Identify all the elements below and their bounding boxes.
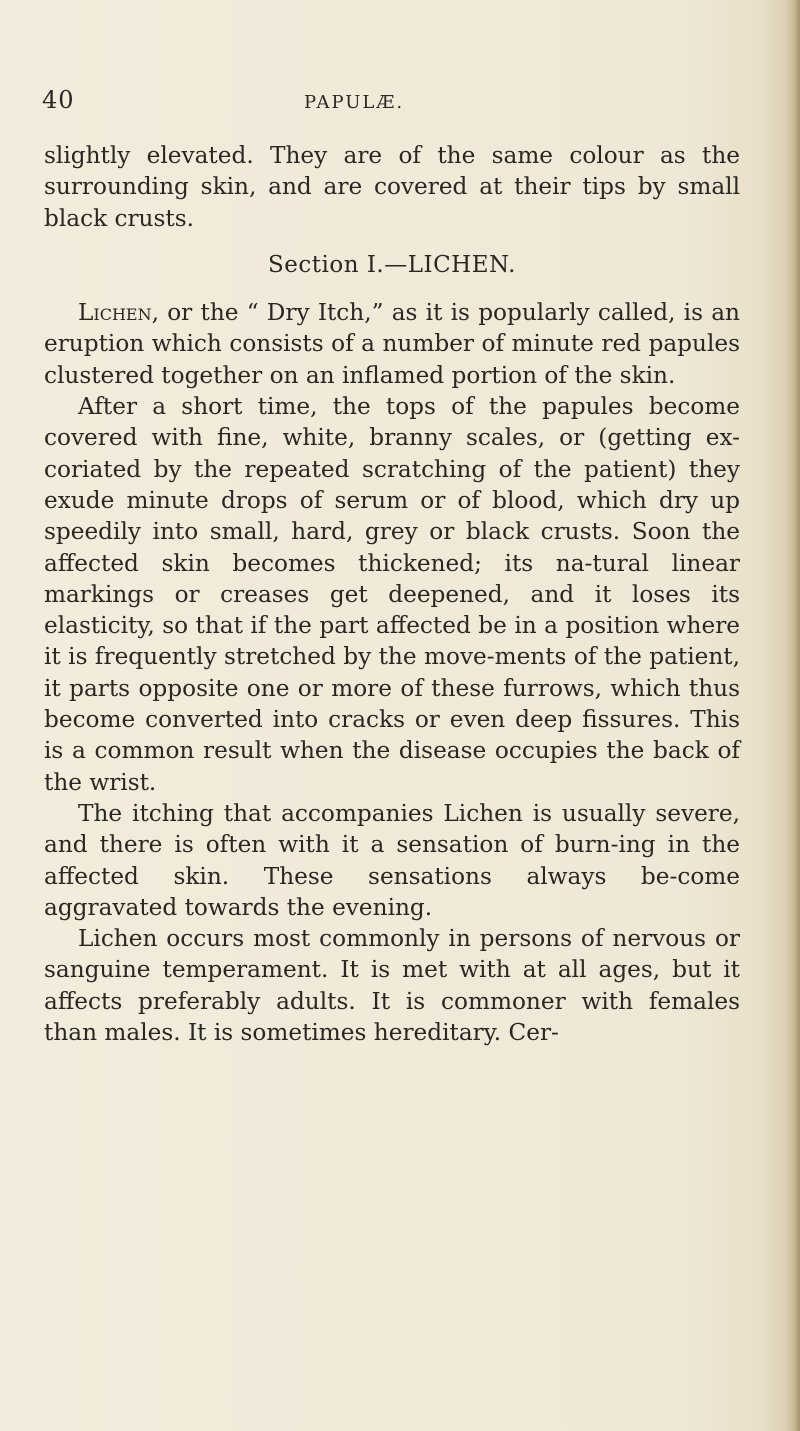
running-head (42, 86, 742, 126)
paragraph-itching: The itching that accompanies Lichen is usually severe, and there is often with it a sensation of burn-ing in the affected skin. These sensations always be-come aggravated towards the evening. (44, 799, 740, 921)
paragraph-lichen-definition (44, 297, 740, 391)
lead-word: Lichen (78, 299, 152, 327)
paragraph-text: , or the “ Dry Itch,” as it is popularly called, is an eruption which consists of a number of minute red papules clustered together on an inflamed portion of the skin. (44, 299, 740, 389)
page-number: 40 (42, 86, 75, 114)
paragraph-progression: After a short time, the tops of the papules become covered with fine, white, branny scales, or (getting ex-coriated by the repeated scratching of the patient) they exude minute drops of serum or of blood, which dry up speedily into small, hard, grey or black crusts. Soon the affected skin becomes thickened; its na-tural linear markings or creases get deepened, and it loses its elasticity, so that if the part affected be in a position where it is frequently stretched by the move-ments of the patient, it parts opposite one or more of these furrows, which thus become converted into cracks or even deep fissures. This is a common result when the disease occupies the back of the wrist. (44, 393, 740, 796)
running-title: PAPULÆ. (304, 92, 405, 113)
page-edge-shadow (786, 0, 800, 1431)
opening-paragraph: slightly elevated. They are of the same colour as the surrounding skin, and are covered at their tips by small black crusts. (44, 142, 740, 232)
body-text (44, 140, 740, 1048)
paragraph-occurrence: Lichen occurs most commonly in persons of nervous or sanguine temperament. It is met with at all ages, but it affects preferably adults. It is commoner with females than males. It is sometimes hereditary. Cer- (44, 925, 740, 1047)
section-heading: Section I.—LICHEN. (268, 251, 516, 278)
